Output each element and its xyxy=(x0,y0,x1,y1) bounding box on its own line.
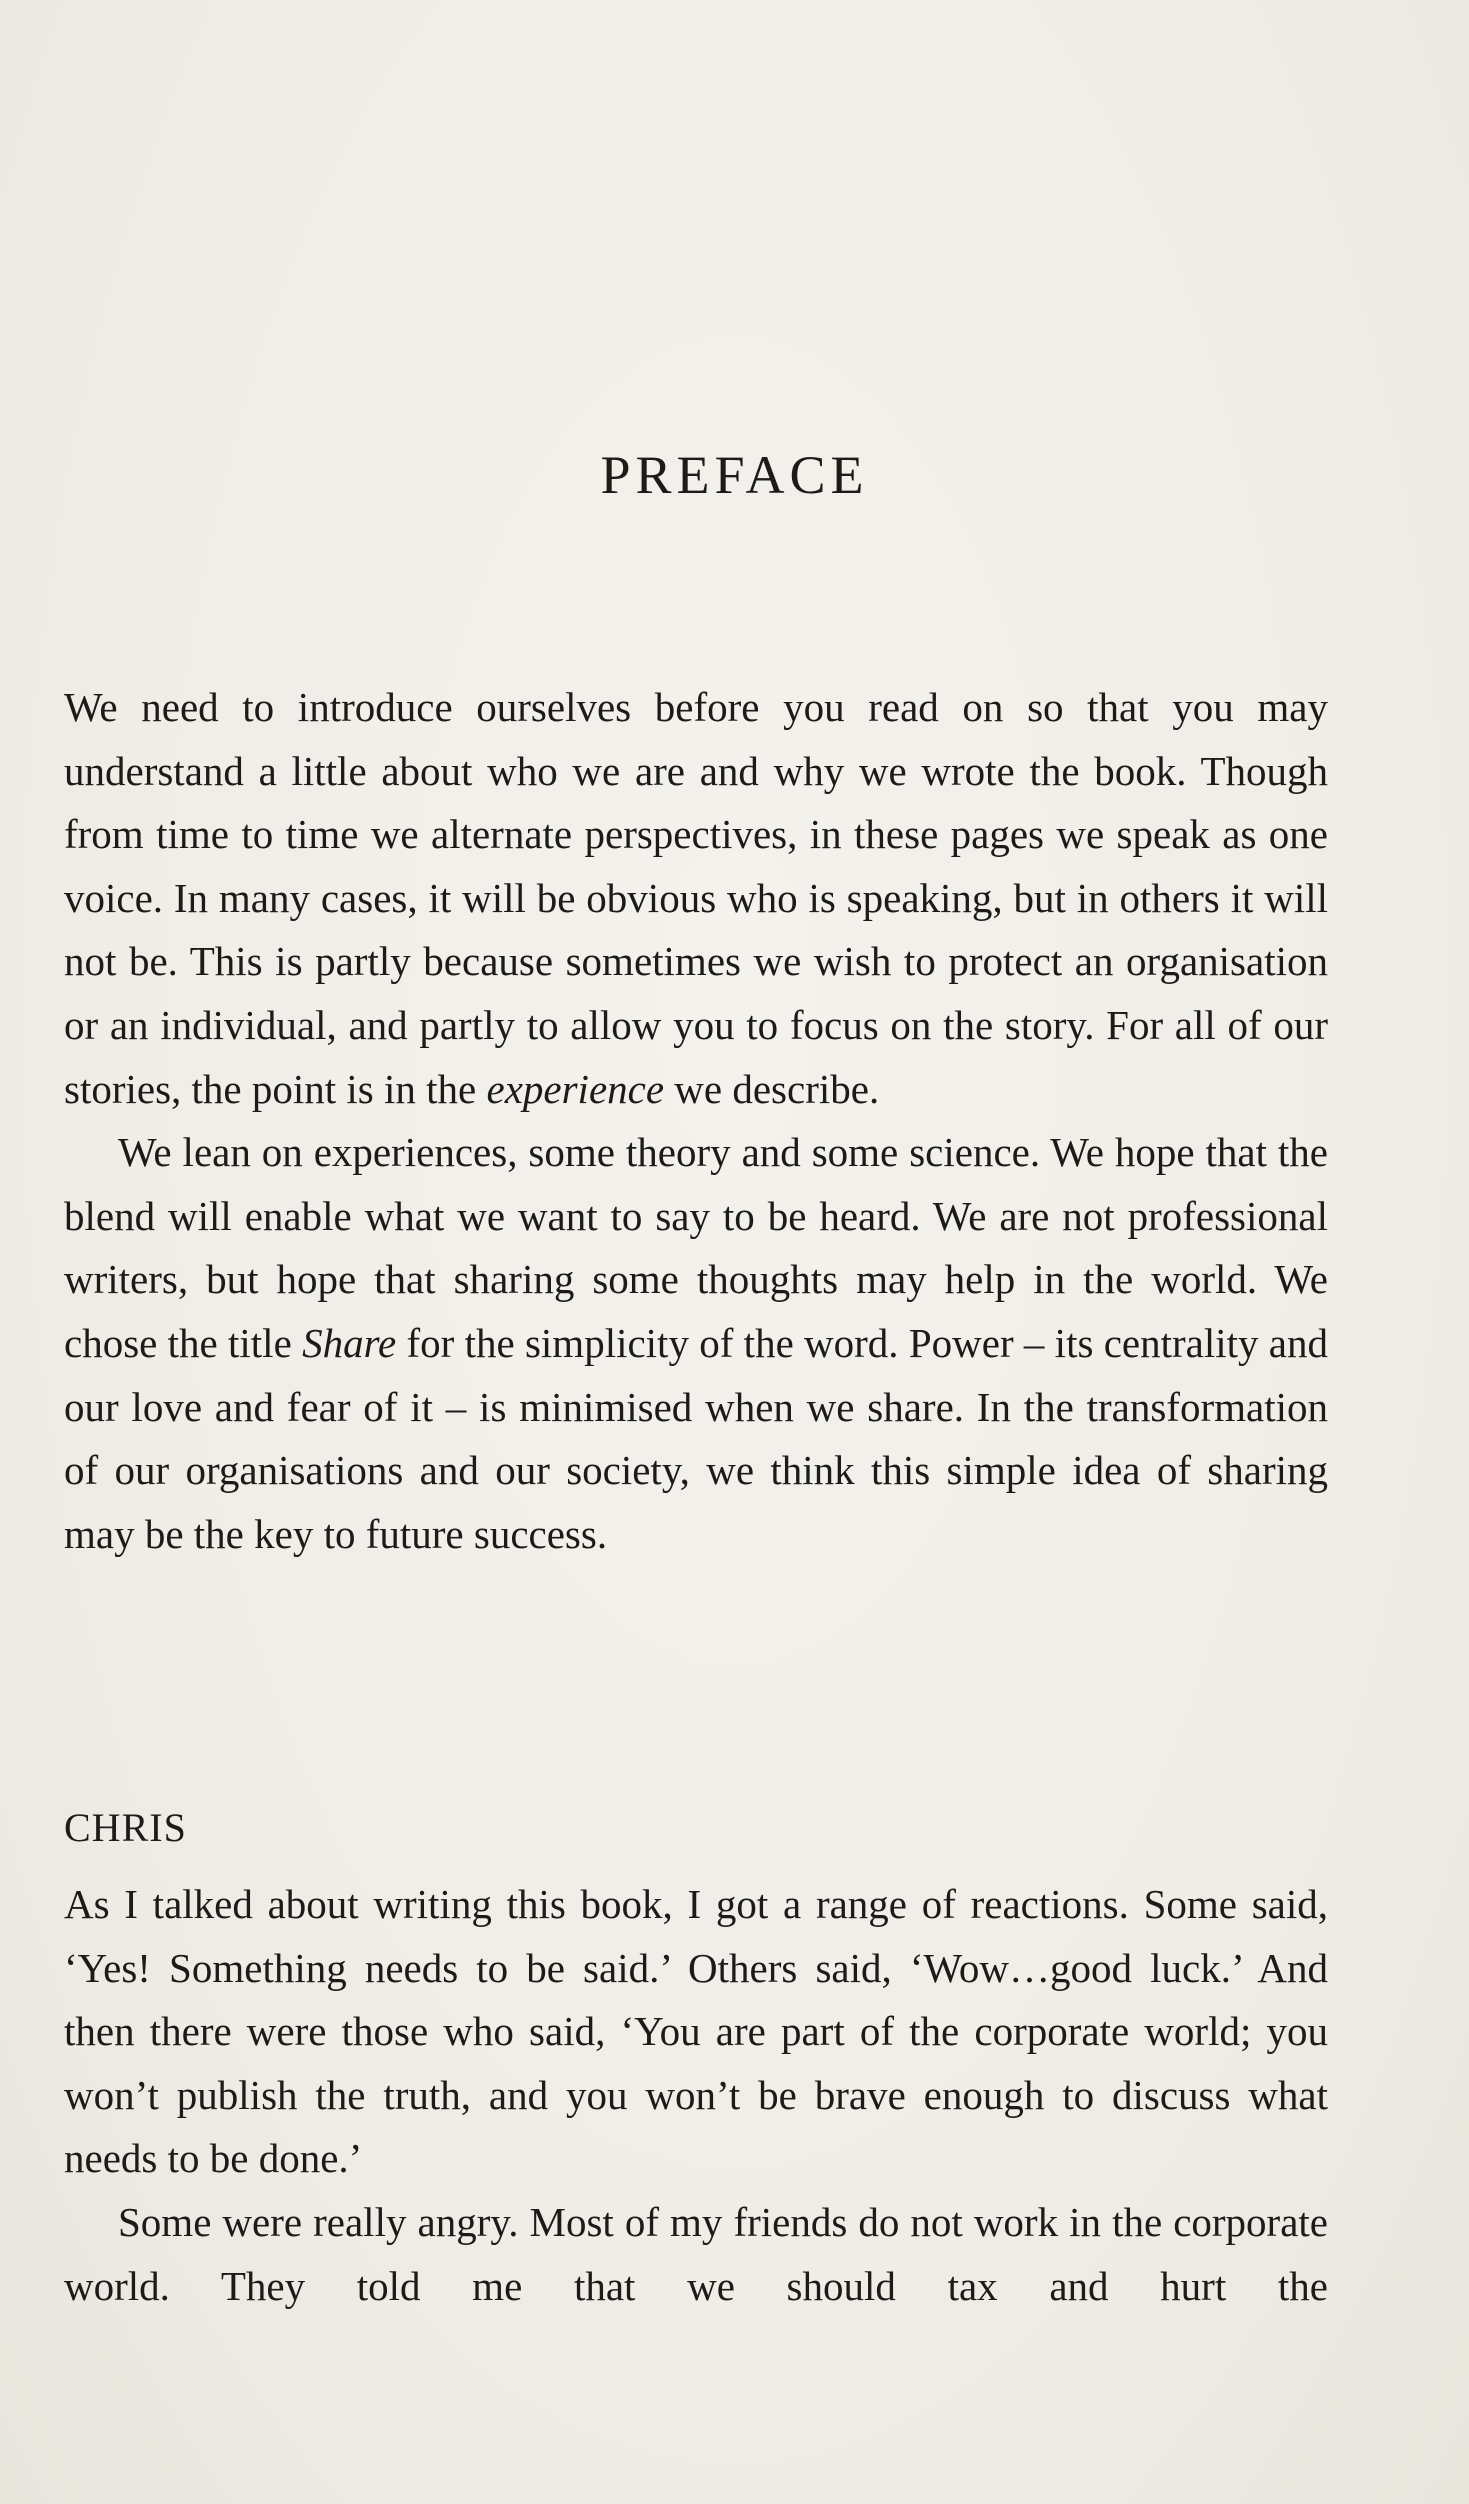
paragraph-3: As I talked about writing this book, I got a range of reactions. Some said, ‘Yes! Something needs to be said.’ Others said, ‘Wow…good luck.’ And then there were those who said, ‘You are part of the corporate world; you won’t publish the truth, and you won’t be brave enough to discuss what needs to be done.’ xyxy=(64,1881,1328,2182)
chris-section-body xyxy=(64,1873,1328,2318)
chapter-title: PREFACE xyxy=(600,445,869,505)
paragraph-2: We lean on experiences, some theory and some science. We hope that the blend will enable what we want to say to be heard. We are not professional writers, but hope that sharing some thoughts may help in the world. We chose the title Share for the simplicity of the word. Power – its centrality and our love and fear of it – is minimised when we share. In the transformation of our organisations and our society, we think this simple idea of sharing may be the key to future success. xyxy=(64,1129,1328,1557)
emphasis-experience: experience xyxy=(486,1065,665,1112)
emphasis-share: Share xyxy=(302,1319,397,1366)
preface-body xyxy=(64,676,1328,1566)
paragraph-4: Some were really angry. Most of my friends do not work in the corporate world. They told me that we should tax and hurt the xyxy=(64,2198,1328,2309)
paragraph-1: We need to introduce ourselves before you read on so that you may understand a little about who we are and why we wrote the book. Though from time to time we alternate perspectives, in these pages we speak as one voice. In many cases, it will be obvious who is speaking, but in others it will not be. This is partly because sometimes we wish to protect an organisation or an individual, and partly to allow you to focus on the story. For all of our stories, the point is in the experience we describe. xyxy=(64,684,1328,1112)
section-heading-chris: CHRIS xyxy=(64,1805,187,1850)
